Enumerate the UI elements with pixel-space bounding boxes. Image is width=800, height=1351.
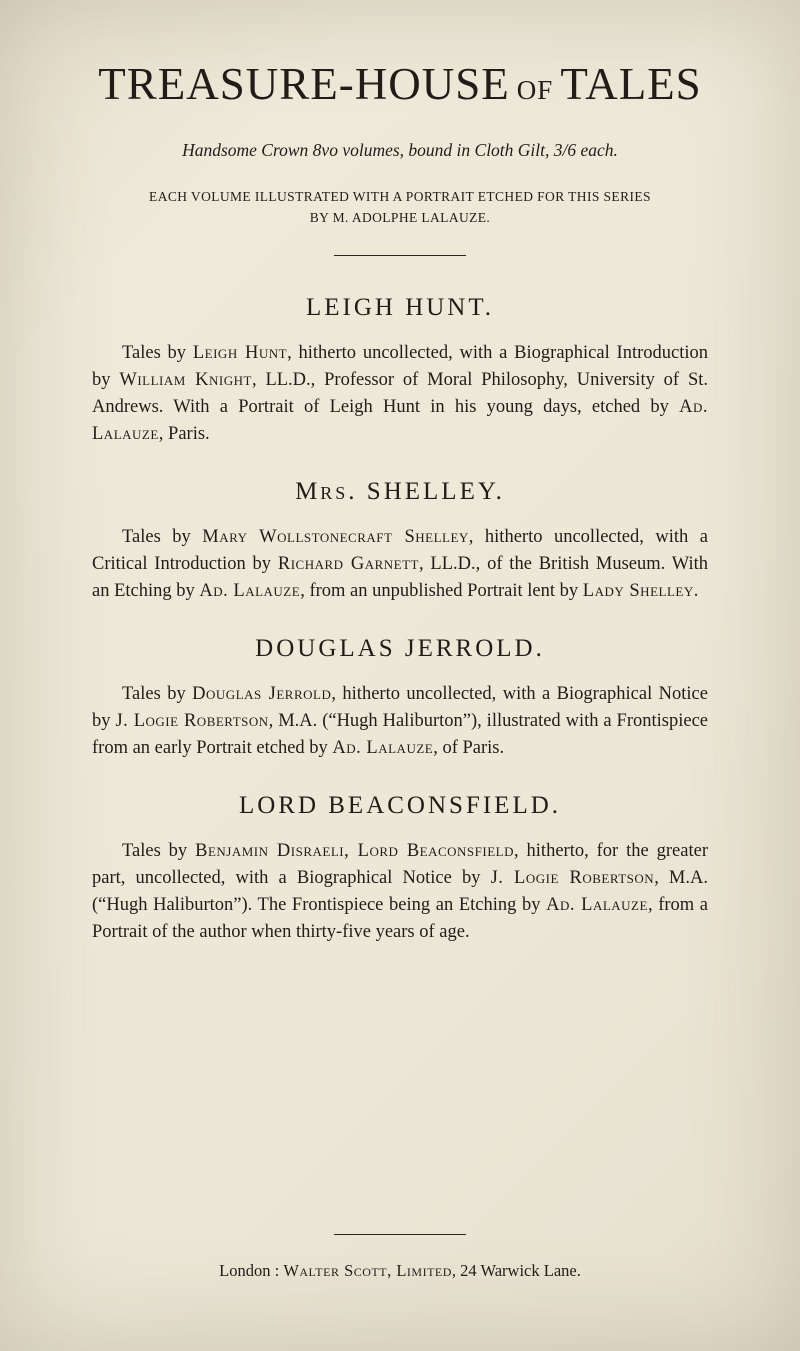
header-divider (334, 255, 466, 256)
series-title-part1: TREASURE-HOUSE (98, 59, 510, 109)
series-illustration-note: EACH VOLUME ILLUSTRATED WITH A PORTRAIT ETCHED FOR THIS SERIES BY M. ADOLPHE LALAUZE. (149, 189, 651, 225)
section-leigh-hunt (92, 294, 708, 448)
series-title (92, 58, 708, 110)
section-body: Tales by Benjamin Disraeli, Lord Beaconsfield, hitherto, for the greater part, uncollected, with a Biographical Notice by J. Logie Robertson, M.A. (“Hugh Haliburton”). The Frontispiece being an Etching by Ad. Lalauze, from a Portrait of the author when thirty-five years of age. (92, 840, 708, 942)
publisher-imprint: London : Walter Scott, Limited, 24 Warwick Lane. (219, 1261, 581, 1280)
section-body: Tales by Douglas Jerrold, hitherto uncollected, with a Biographical Notice by J. Logie Robertson, M.A. (“Hugh Haliburton”), illustrated with a Frontispiece from an early Portrait etched by Ad. Lalauze, of Paris. (92, 683, 709, 758)
section-body: Tales by Leigh Hunt, hitherto uncollected, with a Biographical Introduction by William Knight, LL.D., Professor of Moral Philosophy, University of St. Andrews. With a Portrait of Leigh Hunt in his young days, etched by Ad. Lalauze, Paris. (92, 342, 709, 444)
series-title-of: OF (516, 75, 554, 105)
footer-divider (334, 1234, 466, 1235)
section-heading: LORD BEACONSFIELD. (238, 791, 562, 819)
series-subtitle: Handsome Crown 8vo volumes, bound in Cloth Gilt, 3/6 each. (182, 140, 618, 160)
series-title-part2: TALES (560, 59, 702, 109)
section-heading: Mrs. SHELLEY. (295, 477, 505, 505)
section-body: Tales by Mary Wollstonecraft Shelley, hitherto uncollected, with a Critical Introduction by Richard Garnett, LL.D., of the British Museum. With an Etching by Ad. Lalauze, from an unpublished Portrait lent by Lady Shelley. (92, 526, 708, 601)
publisher-footer (92, 1234, 708, 1281)
section-heading: DOUGLAS JERROLD. (255, 634, 545, 662)
section-lord-beaconsfield (92, 792, 708, 946)
section-heading: LEIGH HUNT. (305, 293, 495, 321)
section-douglas-jerrold (92, 635, 708, 762)
section-mrs-shelley (92, 478, 708, 605)
